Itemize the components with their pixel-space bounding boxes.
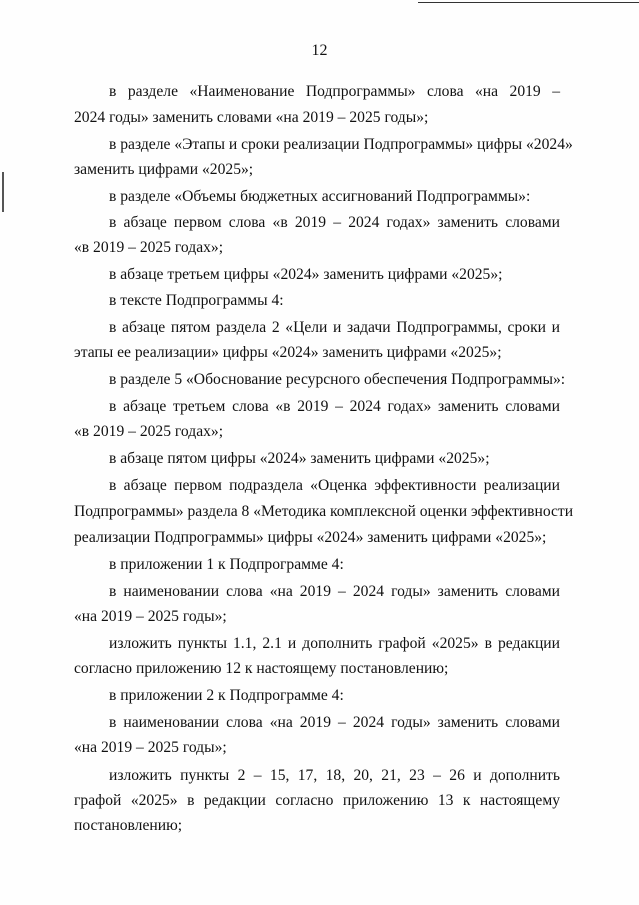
- text-line: «в 2019 – 2025 годах»;: [74, 423, 224, 440]
- text-line: заменить цифрами «2025»;: [74, 161, 254, 178]
- text-line: в абзаце третьем слова «в 2019 – 2024 годах» заменить словами: [109, 398, 560, 415]
- text-line: согласно приложению 12 к настоящему постановлению;: [74, 660, 449, 677]
- text-line: в приложении 2 к Подпрограмме 4:: [109, 687, 344, 704]
- text-line: этапы ее реализации» цифры «2024» заменить цифрами «2025»;: [74, 344, 502, 361]
- text-line: в абзаце пятом раздела 2 «Цели и задачи Подпрограммы, сроки и: [109, 319, 560, 336]
- text-line: «в 2019 – 2025 годах»;: [74, 239, 224, 256]
- text-line: графой «2025» в редакции согласно приложению 13 к настоящему: [74, 792, 560, 809]
- text-line: в абзаце пятом цифры «2024» заменить цифрами «2025»;: [109, 450, 490, 467]
- text-line: в разделе «Наименование Подпрограммы» слова «на 2019 –: [109, 83, 560, 100]
- text-line: в разделе «Этапы и сроки реализации Подпрограммы» цифры «2024»: [109, 136, 573, 153]
- top-rule: [418, 2, 639, 3]
- text-line: в приложении 1 к Подпрограмме 4:: [109, 556, 344, 573]
- text-line: постановлению;: [74, 817, 183, 834]
- text-line: в разделе 5 «Обоснование ресурсного обеспечения Подпрограммы»:: [109, 371, 566, 388]
- text-line: в наименовании слова «на 2019 – 2024 годы» заменить словами: [109, 583, 560, 600]
- text-line: «на 2019 – 2025 годы»;: [74, 739, 227, 756]
- text-line: 2024 годы» заменить словами «на 2019 – 2025 годы»;: [74, 109, 429, 126]
- page-number: 12: [311, 42, 328, 59]
- text-line: изложить пункты 1.1, 2.1 и дополнить графой «2025» в редакции: [109, 635, 560, 652]
- text-line: в абзаце первом подраздела «Оценка эффективности реализации: [109, 477, 560, 494]
- text-line: в абзаце третьем цифры «2024» заменить цифрами «2025»;: [109, 266, 503, 283]
- text-line: в разделе «Объемы бюджетных ассигнований Подпрограммы»:: [109, 188, 531, 205]
- text-line: в наименовании слова «на 2019 – 2024 годы» заменить словами: [109, 714, 560, 731]
- text-line: реализации Подпрограммы» цифры «2024» заменить цифрами «2025»;: [74, 529, 547, 546]
- text-line: в абзаце первом слова «в 2019 – 2024 годах» заменить словами: [109, 214, 560, 231]
- margin-mark: [2, 172, 4, 212]
- text-line: изложить пункты 2 – 15, 17, 18, 20, 21, 23 – 26 и дополнить: [109, 767, 560, 784]
- text-line: «на 2019 – 2025 годы»;: [74, 608, 227, 625]
- text-line: в тексте Подпрограммы 4:: [109, 292, 284, 309]
- text-line: Подпрограммы» раздела 8 «Методика комплексной оценки эффективности: [74, 503, 574, 520]
